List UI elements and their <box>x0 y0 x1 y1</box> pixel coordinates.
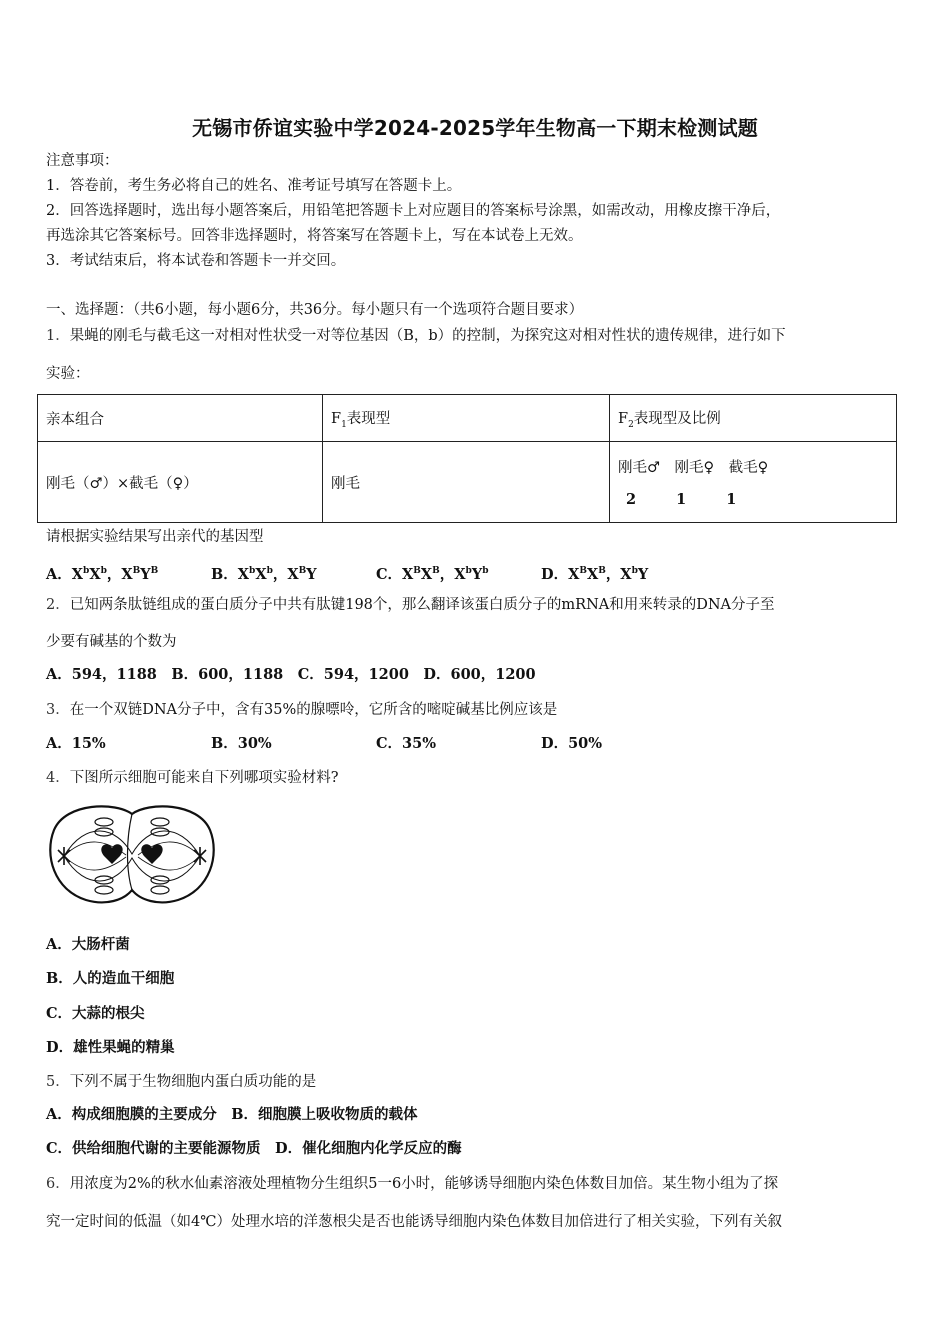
header-text: 表现型及比例 <box>633 410 721 427</box>
ratio-value: 1 <box>726 491 737 508</box>
cell-division-figure <box>46 800 218 910</box>
question-4-option-c: C．大蒜的根尖 <box>46 1005 145 1022</box>
question-3 <box>46 700 557 720</box>
header-subscript: 2 <box>628 419 634 430</box>
notice-item-2: 2．回答选择题时，选出每小题答案后，用铅笔把答题卡上对应题目的答案标号涂黑，如需改动，用橡皮擦干净后， <box>46 203 781 219</box>
notice-heading: 注意事项： <box>46 153 119 169</box>
table-header-cell <box>610 395 897 442</box>
table-header-row <box>38 395 897 442</box>
question-5-options-ab: A．构成细胞膜的主要成分 B．细胞膜上吸收物质的载体 <box>46 1106 418 1123</box>
f2-labels: 刚毛♂ 刚毛♀ 截毛♀ <box>618 460 769 476</box>
question-4-option-a: A．大肠杆菌 <box>46 936 130 953</box>
ratio-value: 2 <box>626 491 637 508</box>
ratio-value: 1 <box>676 491 687 508</box>
header-subscript: 1 <box>341 419 347 430</box>
header-text: F <box>618 410 629 427</box>
question-number: 4． <box>46 770 70 786</box>
question-6 <box>46 1174 778 1194</box>
question-4 <box>46 768 339 788</box>
option-c: C．35% <box>376 735 436 752</box>
question-text: 下图所示细胞可能来自下列哪项实验材料? <box>69 770 339 786</box>
question-text: 果蝇的刚毛与截毛这一对相对性状受一对等位基因（B，b）的控制，为探究这对相对性状的遗传规律，进行如下 <box>69 328 786 344</box>
header-text: 表现型 <box>346 410 391 427</box>
table-cell <box>610 442 897 523</box>
question-4-option-d: D．雄性果蝇的精巢 <box>46 1039 175 1056</box>
header-text: F <box>331 410 342 427</box>
question-1-cont: 实验： <box>46 366 90 382</box>
question-number: 5． <box>46 1074 70 1090</box>
option-d: D．$X^BX^B$，$X^bY$ <box>541 565 649 583</box>
f2-ratio <box>618 491 888 508</box>
option-b: B．$X^bX^b$，$X^BY$ <box>211 565 317 583</box>
question-5 <box>46 1072 316 1092</box>
option-label: B．X <box>211 565 250 583</box>
notice-item-3: 3．考试结束后，将本试卷和答题卡一并交回。 <box>46 253 346 269</box>
question-number: 3． <box>46 702 70 718</box>
table-row <box>38 442 897 523</box>
question-2 <box>46 595 775 615</box>
question-number: 6． <box>46 1176 70 1192</box>
notice-item-2-cont: 再选涂其它答案标号。回答非选择题时，将答案写在答题卡上，写在本试卷上无效。 <box>46 228 583 244</box>
section-heading: 一、选择题：（共6小题，每小题6分，共36分。每小题只有一个选项符合题目要求） <box>46 302 584 318</box>
question-1-prompt: 请根据实验结果写出亲代的基因型 <box>46 529 264 545</box>
question-6-cont: 究一定时间的低温（如4℃）处理水培的洋葱根尖是否也能诱导细胞内染色体数目加倍进行了相关实验，下列有关叙 <box>46 1214 782 1230</box>
table-cell: 刚毛 <box>323 442 610 523</box>
question-number: 1． <box>46 328 70 344</box>
question-text: 下列不属于生物细胞内蛋白质功能的是 <box>69 1074 317 1090</box>
question-2-cont: 少要有碱基的个数为 <box>46 634 177 650</box>
question-4-option-b: B．人的造血干细胞 <box>46 970 175 987</box>
question-2-options: A．594，1188 B．600，1188 C．594，1200 D．600，1200 <box>46 666 536 683</box>
question-text: 已知两条肽链组成的蛋白质分子中共有肽键198个，那么翻译该蛋白质分子的mRNA和用来转录的DNA分子至 <box>69 597 775 613</box>
question-number: 2． <box>46 597 70 613</box>
question-5-options-cd: C．供给细胞代谢的主要能源物质 D．催化细胞内化学反应的酶 <box>46 1140 462 1157</box>
option-label: D．X <box>541 565 580 583</box>
option-label: C．X <box>376 565 414 583</box>
option-label: A．X <box>46 565 84 583</box>
table-cell: 刚毛（♂）×截毛（♀） <box>38 442 323 523</box>
option-c: C．$X^BX^B$，$X^bY^b$ <box>376 565 489 583</box>
option-d: D．50% <box>541 735 603 752</box>
question-1 <box>46 326 786 346</box>
table-header-cell: 亲本组合 <box>38 395 323 442</box>
table-header-cell <box>323 395 610 442</box>
option-a: A．$X^bX^b$，$X^BY^B$ <box>46 565 159 583</box>
experiment-table <box>37 394 897 523</box>
notice-item-1: 1．答卷前，考生务必将自己的姓名、准考证号填写在答题卡上。 <box>46 178 462 194</box>
option-a: A．15% <box>46 735 106 752</box>
question-text: 在一个双链DNA分子中，含有35%的腺嘌呤，它所含的嘧啶碱基比例应该是 <box>69 702 558 718</box>
question-text: 用浓度为2%的秋水仙素溶液处理植物分生组织5一6小时，能够诱导细胞内染色体数目加倍。某生物小组为了探 <box>69 1176 779 1192</box>
page-title: 无锡市侨谊实验中学2024-2025学年生物高一下期末检测试题 <box>192 116 758 140</box>
option-b: B．30% <box>211 735 272 752</box>
